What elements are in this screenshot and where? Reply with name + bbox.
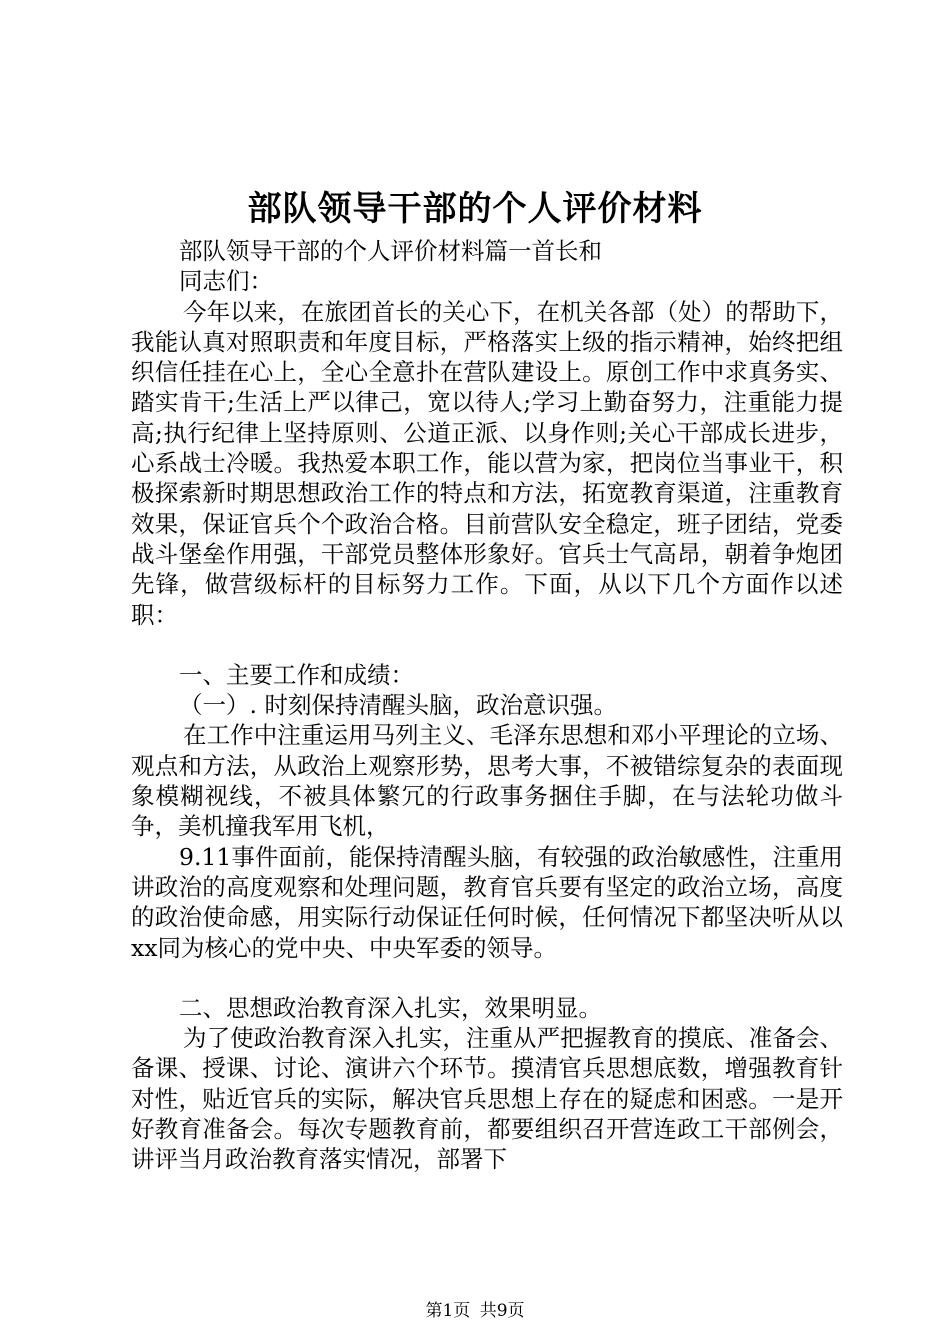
document-body: [131, 236, 843, 1175]
page-total: 共9页: [479, 1301, 525, 1321]
section-heading-1: 一、主要工作和成绩：: [179, 660, 414, 689]
salutation: 同志们：: [179, 267, 273, 296]
document-title: 部队领导干部的个人评价材料: [247, 189, 703, 229]
subtitle-line: 部队领导干部的个人评价材料篇一首长和: [179, 237, 602, 265]
paragraph-political: 在工作中注重运用马列主义、毛泽东思想和邓小平理论的立场、观点和方法，从政治上观察形势，思考大事，不被错综复杂的表面现象模糊视线，不被具体繁冗的行政事务捆住手脚，在与法轮功做斗争，美机撞我军用飞机，: [131, 721, 843, 841]
subsection-heading-1: （一）. 时刻保持清醒头脑，政治意识强。: [179, 691, 617, 720]
page-footer: [0, 1300, 950, 1322]
page-number: 第1页: [425, 1301, 471, 1321]
paragraph-911: 9.11事件面前，能保持清醒头脑，有较强的政治敏感性，注重用讲政治的高度观察和处理问题，教育官兵要有坚定的政治立场，高度的政治使命感，用实际行动保证任何时候，任何情况下都坚决听从以xx同为核心的党中央、中央军委的领导。: [131, 842, 843, 962]
paragraph-intro: 今年以来，在旅团首长的关心下，在机关各部（处）的帮助下，我能认真对照职责和年度目标，严格落实上级的指示精神，始终把组织信任挂在心上，全心全意扑在营队建设上。原创工作中求真务实、踏实肯干;生活上严以律己，宽以待人;学习上勤奋努力，注重能力提高;执行纪律上坚持原则、公道正派、以身作则;关心干部成长进步，心系战士冷暖。我热爱本职工作，能以营为家，把岗位当事业干，积极探索新时期思想政治工作的特点和方法，拓宽教育渠道，注重教育效果，保证官兵个个政治合格。目前营队安全稳定，班子团结，党委战斗堡垒作用强，干部党员整体形象好。官兵士气高昂，朝着争炮团先锋，做营级标杆的目标努力工作。下面，从以下几个方面作以述职：: [131, 297, 843, 629]
paragraph-gap: [131, 630, 843, 660]
section-heading-2: 二、思想政治教育深入扎实，效果明显。: [179, 993, 602, 1022]
paragraph-education: 为了使政治教育深入扎实，注重从严把握教育的摸底、准备会、备课、授课、讨论、演讲六个环节。摸清官兵思想底数，增强教育针对性，贴近官兵的实际，解决官兵思想上存在的疑虑和困惑。一是开好教育准备会。每次专题教育前，都要组织召开营连政工干部例会，讲评当月政治教育落实情况，部署下: [131, 1024, 843, 1174]
paragraph-gap: [131, 963, 843, 993]
